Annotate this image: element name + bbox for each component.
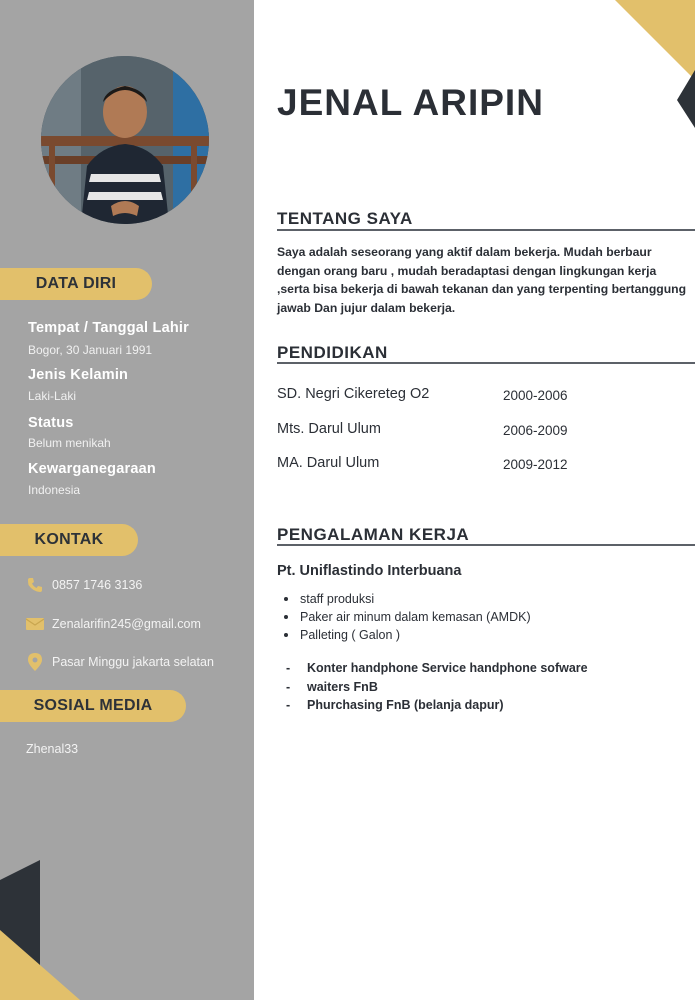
list-item: - waiters FnB [282, 678, 588, 697]
sidebar [0, 0, 254, 1000]
birth-value: Bogor, 30 Januari 1991 [28, 343, 153, 357]
list-item: - Konter handphone Service handphone sofware [282, 659, 588, 678]
status-value: Belum menikah [28, 436, 111, 450]
education-school: SD. Negri Cikereteg O2 [277, 386, 430, 402]
experience-divider [277, 544, 695, 546]
sosial-media-heading: SOSIAL MEDIA [0, 690, 186, 722]
corner-decoration-bottom-left [0, 860, 140, 1000]
phone-contact[interactable] [26, 576, 142, 594]
profile-photo [41, 56, 209, 224]
nationality-label: Kewarganegaraan [28, 461, 156, 477]
email-icon [26, 615, 44, 633]
phone-value: 0857 1746 3136 [52, 578, 143, 592]
corner-decoration-top-right [615, 0, 695, 130]
list-item: - Phurchasing FnB (belanja dapur) [282, 696, 588, 715]
list-item: Palleting ( Galon ) [282, 626, 531, 644]
nationality-value: Indonesia [28, 483, 81, 497]
experience-heading: PENGALAMAN KERJA [277, 525, 470, 544]
education-school: Mts. Darul Ulum [277, 421, 381, 437]
social-handle[interactable]: Zhenal33 [26, 742, 79, 756]
location-pin-icon [26, 653, 44, 671]
education-divider [277, 362, 695, 364]
other-jobs-list [282, 659, 588, 715]
list-item: staff produksi [282, 590, 531, 608]
address-value: Pasar Minggu jakarta selatan [52, 655, 214, 669]
birth-label: Tempat / Tanggal Lahir [28, 320, 189, 336]
list-item: Paker air minum dalam kemasan (AMDK) [282, 608, 531, 626]
email-contact[interactable] [26, 615, 201, 633]
education-years: 2000-2006 [503, 388, 568, 403]
address-contact [26, 653, 214, 671]
duty-list [282, 590, 531, 644]
gender-value: Laki-Laki [28, 389, 77, 403]
email-value: Zenalarifin245@gmail.com [52, 617, 201, 631]
phone-icon [26, 576, 44, 594]
data-diri-heading: DATA DIRI [0, 268, 152, 300]
education-years: 2009-2012 [503, 457, 568, 472]
status-label: Status [28, 415, 74, 431]
about-text: Saya adalah seseorang yang aktif dalam bekerja. Mudah berbaur dengan orang baru , mudah beradaptasi dengan lingkungan kerja ,serta bisa bekerja di bawah tekanan dan yang terpenting bertanggung jawab Dan jujur dalam bekerja. [277, 245, 687, 315]
about-divider [277, 229, 695, 231]
kontak-heading: KONTAK [0, 524, 138, 556]
full-name: JENAL ARIPIN [277, 82, 544, 123]
about-heading: TENTANG SAYA [277, 209, 413, 228]
education-school: MA. Darul Ulum [277, 455, 380, 471]
education-heading: PENDIDIKAN [277, 343, 388, 362]
gender-label: Jenis Kelamin [28, 367, 129, 383]
company-name: Pt. Uniflastindo Interbuana [277, 563, 462, 579]
education-years: 2006-2009 [503, 423, 568, 438]
